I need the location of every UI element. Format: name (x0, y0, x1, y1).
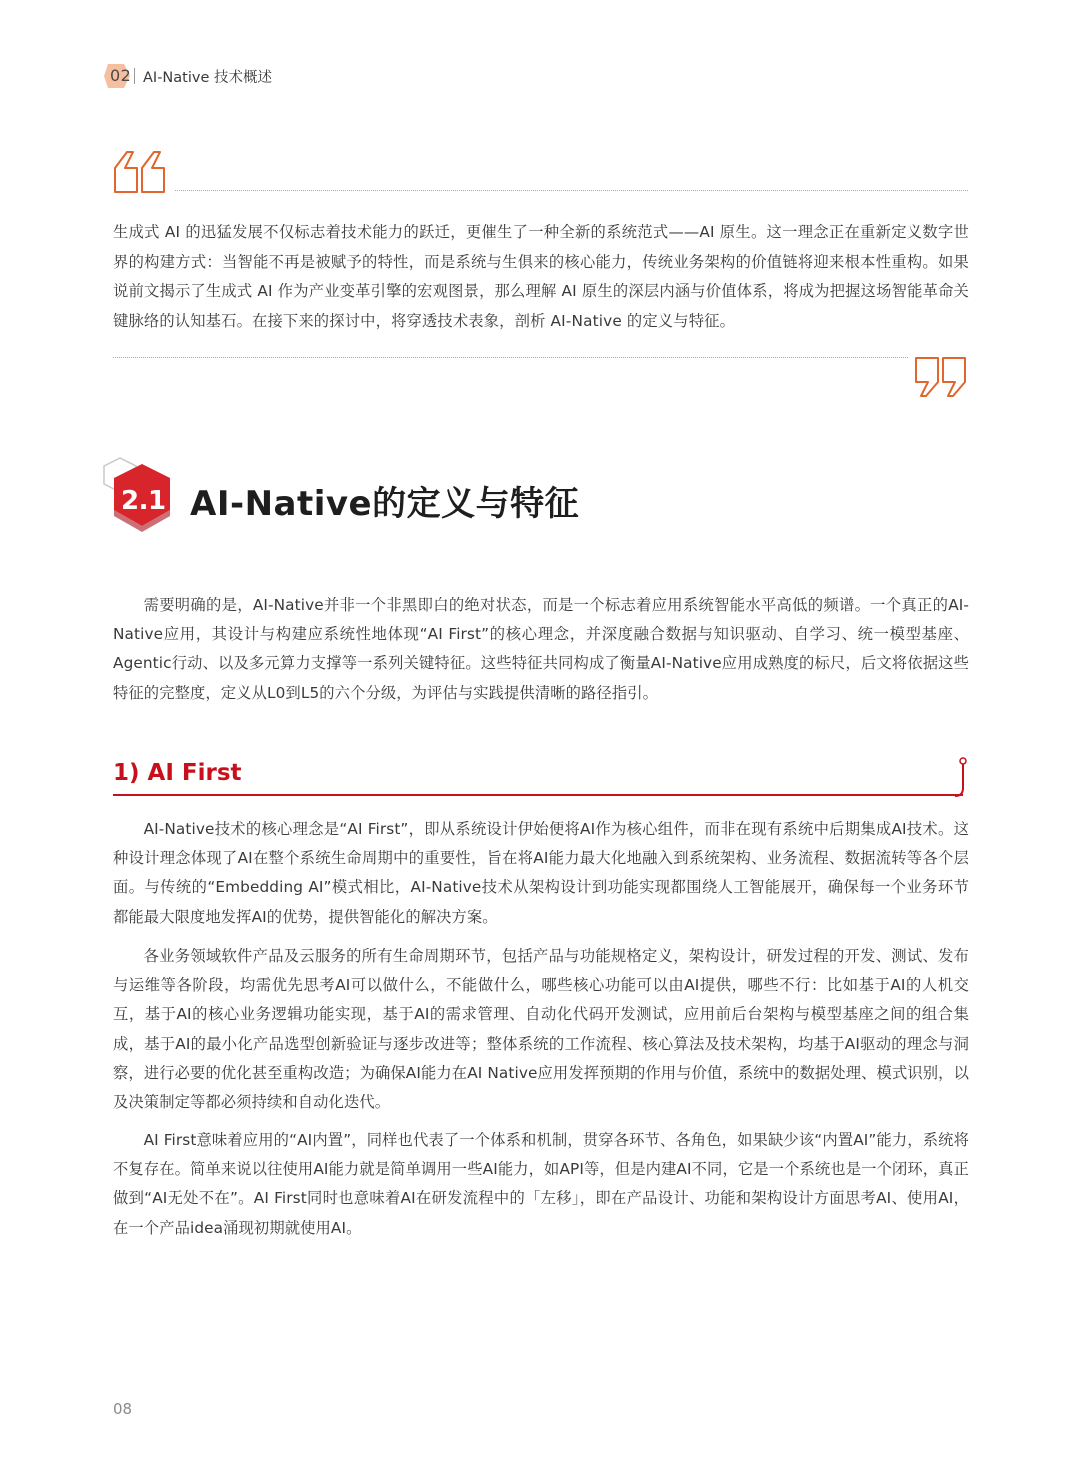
subsection-hook-icon (955, 756, 971, 798)
close-quote-icon (914, 356, 968, 398)
open-quote-icon (113, 150, 167, 194)
header-divider (134, 68, 135, 84)
subsection-paragraph-1: AI-Native技术的核心理念是“AI First”，即从系统设计伊始便将AI作为核心组件，而非在现有系统中后期集成AI技术。这种设计理念体现了AI在整个系统生命周期中的重要性，旨在将AI能力最大化地融入到系统架构、业务流程、数据流转等各个层面。与传统的“Embedding AI”模式相比，AI-Native技术从架构设计到功能实现都围绕人工智能展开，确保每一个业务环节都能最大限度地发挥AI的优势，提供智能化的解决方案。 (113, 820, 969, 926)
subsection-title: 1) AI First (113, 760, 242, 786)
section-title: AI-Native的定义与特征 (190, 484, 580, 524)
section-intro-paragraph: 需要明确的是，AI-Native并非一个非黑即白的绝对状态，而是一个标志着应用系统智能水平高低的频谱。一个真正的AI-Native应用，其设计与构建应系统性地体现“AI First”的核心理念，并深度融合数据与知识驱动、自学习、统一模型基座、Agentic行动、以及多元算力支撑等一系列关键特征。这些特征共同构成了衡量AI-Native应用成熟度的标尺，后文将依据这些特征的完整度，定义从L0到L5的六个分级，为评估与实践提供清晰的路径指引。 (113, 596, 969, 702)
section-number: 2.1 (121, 486, 166, 516)
quote-text: 生成式 AI 的迅猛发展不仅标志着技术能力的跃迁，更催生了一种全新的系统范式——AI 原生。这一理念正在重新定义数字世界的构建方式：当智能不再是被赋予的特性，而是系统与生俱来的核心能力，传统业务架构的价值链将迎来根本性重构。如果说前文揭示了生成式 AI 作为产业变革引擎的宏观图景，那么理解 AI 原生的深层内涵与价值体系，将成为把握这场智能革命关键脉络的认知基石。在接下来的探讨中，将穿透技术表象，剖析 AI-Native 的定义与特征。 (113, 223, 969, 330)
subsection-paragraph-2: 各业务领域软件产品及云服务的所有生命周期环节，包括产品与功能规格定义，架构设计，研发过程的开发、测试、发布与运维等各阶段，均需优先思考AI可以做什么，不能做什么，哪些核心功能可以由AI提供，哪些不行：比如基于AI的人机交互，基于AI的核心业务逻辑功能实现，基于AI的需求管理、自动化代码开发测试，应用前后台架构与模型基座之间的组合集成，基于AI的最小化产品选型创新验证与逐步改进等；整体系统的工作流程、核心算法及技术架构，均基于AI驱动的理念与洞察，进行必要的优化甚至重构改造；为确保AI能力在AI Native应用发挥预期的作用与价值，系统中的数据处理、模式识别，以及决策制定等都必须持续和自动化迭代。 (113, 947, 969, 1112)
chapter-title: AI-Native 技术概述 (143, 70, 272, 86)
subsection-underline (113, 794, 963, 796)
chapter-number: 02 (110, 66, 132, 85)
subsection-paragraph-3: AI First意味着应用的“AI内置”，同样也代表了一个体系和机制，贯穿各环节、各角色，如果缺少该“内置AI”能力，系统将不复存在。简单来说以往使用AI能力就是简单调用一些AI能力，如API等，但是内建AI不同，它是一个系统也是一个闭环，真正做到“AI无处不在”。AI First同时也意味着AI在研发流程中的「左移」，即在产品设计、功能和架构设计方面思考AI、使用AI，在一个产品idea涌现初期就使用AI。 (113, 1131, 969, 1237)
page-number: 08 (113, 1400, 133, 1418)
quote-top-divider (175, 190, 968, 191)
quote-bottom-divider (113, 357, 908, 358)
